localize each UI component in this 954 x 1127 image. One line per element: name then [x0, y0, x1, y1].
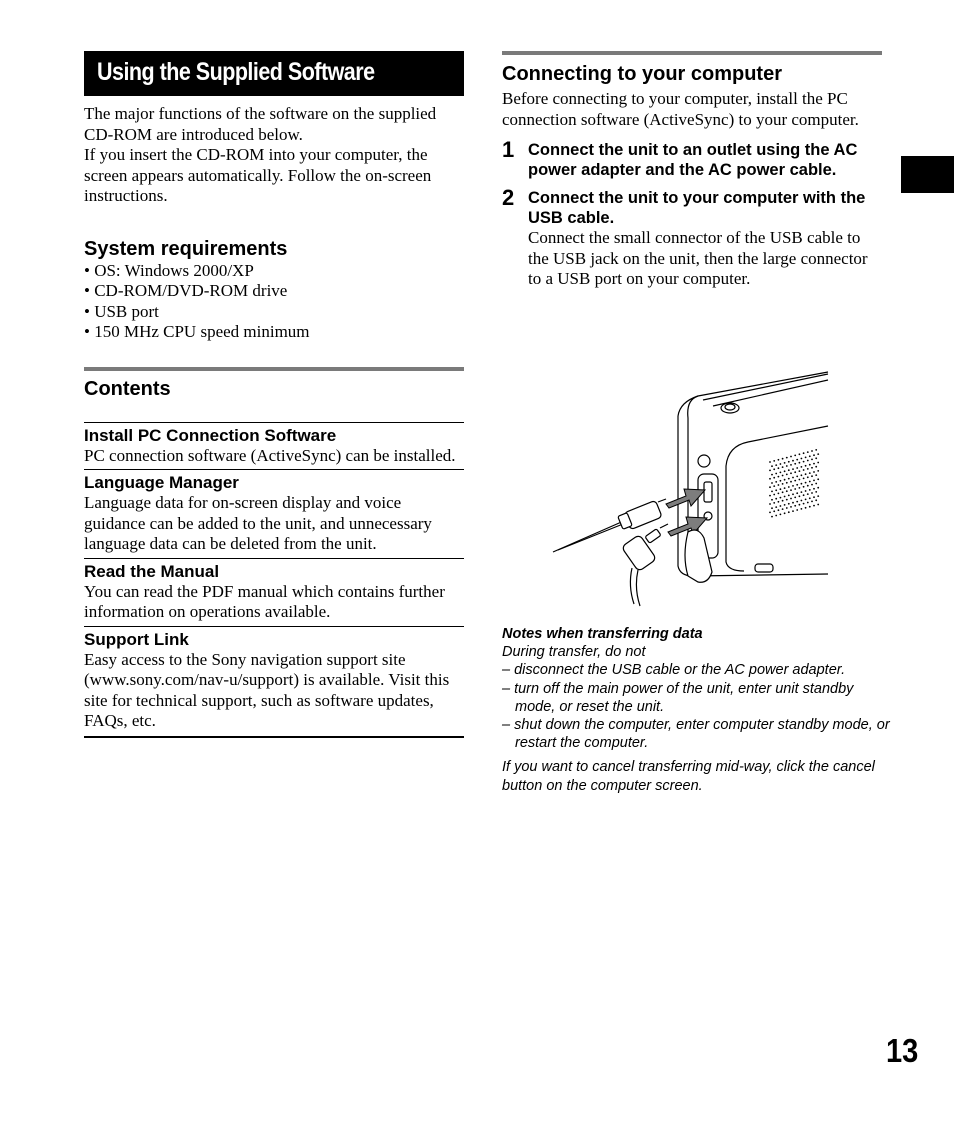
step-body: Connect the small connector of the USB cable to the USB jack on the unit, then the large connector to a USB port on your computer.	[528, 228, 868, 288]
step-title: Connect the unit to an outlet using the AC power adapter and the AC power cable.	[528, 141, 858, 179]
section-divider	[502, 51, 882, 55]
connecting-intro: Before connecting to your computer, install the PC connection software (ActiveSync) to your computer.	[502, 89, 859, 129]
note-item: – shut down the computer, enter computer standby mode, or restart the computer.	[502, 717, 890, 752]
system-requirements-list	[84, 261, 464, 343]
intro-paragraph: The major functions of the software on the supplied CD-ROM are introduced below.	[84, 104, 437, 144]
contents-row-body: Language data for on-screen display and voice guidance can be added to the unit, and unnecessary language data can be deleted from the unit.	[84, 493, 432, 553]
step-number: 1	[502, 137, 515, 162]
contents-row-title: Install PC Connection Software	[84, 425, 337, 445]
section-tab-marker	[901, 156, 954, 193]
notes-section	[502, 625, 892, 795]
step-1	[502, 137, 882, 180]
contents-row-body: You can read the PDF manual which contains further information on operations available.	[84, 581, 445, 621]
section-divider	[84, 367, 464, 371]
left-column	[84, 51, 464, 738]
contents-row-title: Support Link	[84, 629, 189, 649]
contents-row	[84, 559, 464, 627]
contents-heading: Contents	[84, 377, 171, 400]
contents-row-body: PC connection software (ActiveSync) can be installed.	[84, 445, 456, 465]
list-item: • 150 MHz CPU speed minimum	[84, 322, 464, 343]
list-item: • OS: Windows 2000/XP	[84, 261, 464, 282]
contents-row-title: Language Manager	[84, 473, 239, 492]
right-column	[502, 51, 882, 290]
notes-title: Notes when transferring data	[502, 626, 703, 642]
notes-lead: During transfer, do not	[502, 644, 646, 661]
intro-text	[84, 104, 464, 207]
contents-row-title: Read the Manual	[84, 561, 220, 581]
note-item: – disconnect the USB cable or the AC power adapter.	[502, 662, 846, 679]
list-item: • USB port	[84, 302, 464, 323]
contents-table	[84, 422, 464, 738]
contents-row-body: Easy access to the Sony navigation support site (www.sony.com/nav-u/support) is available. Visit this site for technical support, such as software updates, FAQs, etc.	[84, 649, 450, 730]
usb-connection-illustration	[548, 366, 838, 608]
note-item: – turn off the main power of the unit, enter unit standby mode, or reset the unit.	[502, 680, 854, 715]
page-title: Using the Supplied Software	[84, 51, 464, 96]
notes-cancel: If you want to cancel transferring mid-way, click the cancel button on the computer screen.	[502, 759, 875, 794]
step-2	[502, 185, 882, 290]
page-number: 13	[886, 1032, 919, 1069]
contents-row	[84, 470, 464, 559]
contents-row	[84, 423, 464, 471]
contents-row	[84, 627, 464, 738]
list-item: • CD-ROM/DVD-ROM drive	[84, 281, 464, 302]
intro-paragraph: If you insert the CD-ROM into your computer, the screen appears automatically. Follow the on-screen instructions.	[84, 145, 432, 205]
step-title: Connect the unit to your computer with the USB cable.	[528, 189, 866, 227]
system-requirements-heading: System requirements	[84, 237, 288, 260]
connecting-heading: Connecting to your computer	[502, 63, 782, 85]
step-number: 2	[502, 185, 515, 210]
